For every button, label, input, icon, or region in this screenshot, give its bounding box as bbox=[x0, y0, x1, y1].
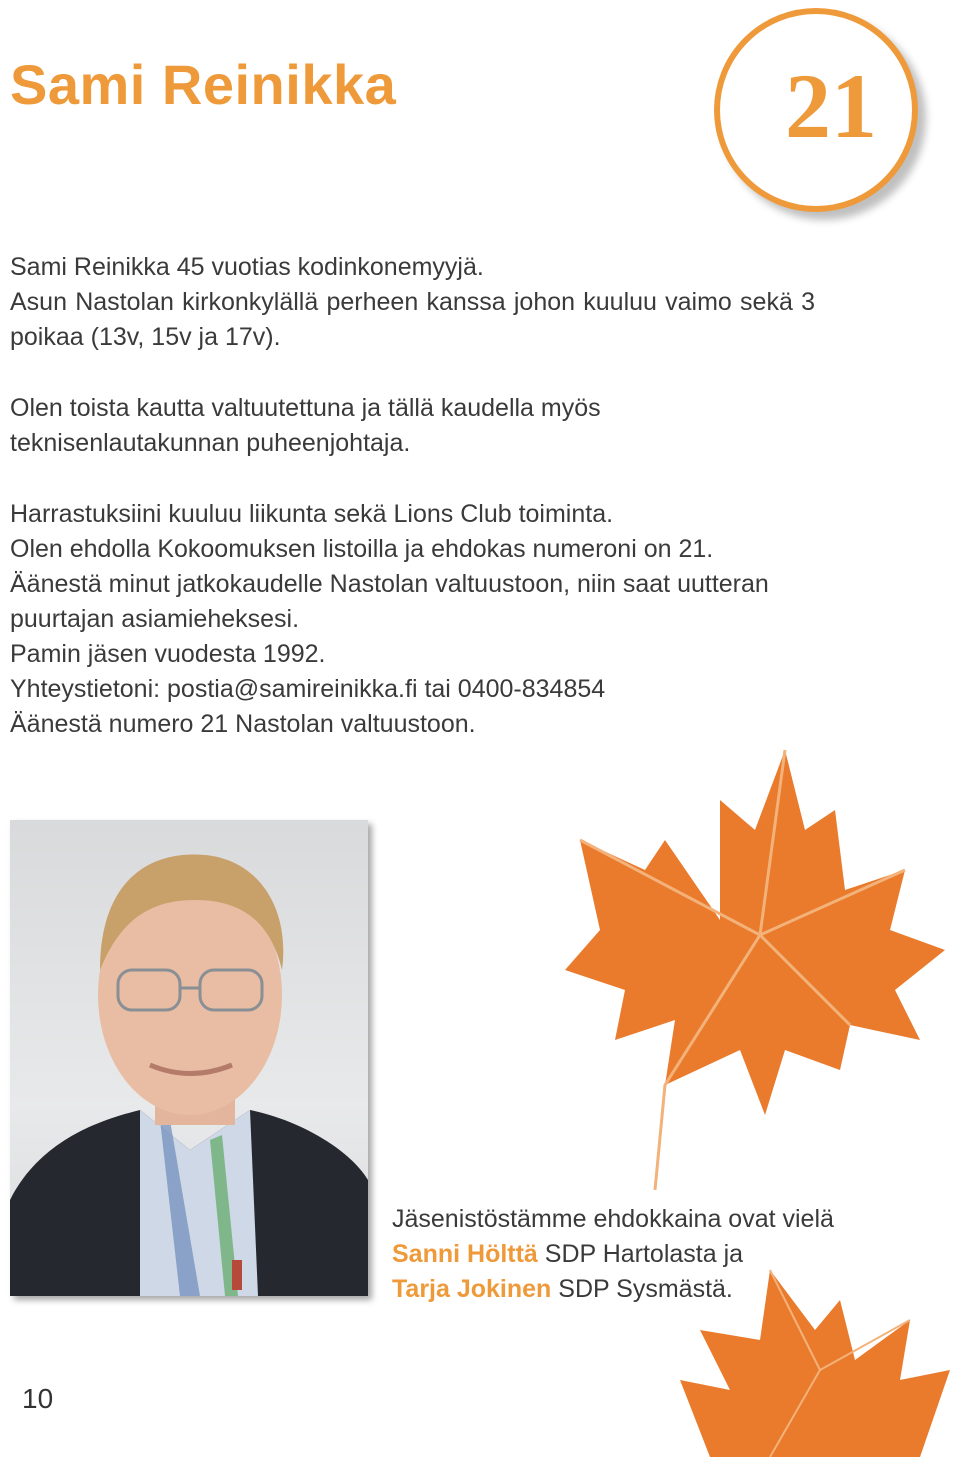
candidate-detail: SDP Sysmästä. bbox=[551, 1275, 733, 1303]
other-candidates-note bbox=[392, 1202, 952, 1307]
page-number: 10 bbox=[22, 1383, 54, 1414]
candidate-photo bbox=[10, 820, 368, 1296]
candidate-number-badge bbox=[714, 8, 918, 212]
candidate-number: 21 bbox=[785, 55, 877, 157]
candidate-name: Sanni Hölttä bbox=[392, 1240, 538, 1268]
bio-line: Olen toista kautta valtuutettuna ja tällä kaudella myös teknisenlautakunnan puheenjohtaja. bbox=[10, 394, 601, 457]
maple-leaf-large-icon bbox=[505, 720, 955, 1190]
bio-line: Äänestä minut jatkokaudelle Nastolan valtuustoon, niin saat uutteran puurtajan asiamieheksesi. bbox=[10, 570, 769, 633]
note-line: Jäsenistöstämme ehdokkaina ovat vielä bbox=[392, 1205, 834, 1233]
bio-line: Olen ehdolla Kokoomuksen listoilla ja ehdokas numeroni on 21. bbox=[10, 535, 714, 563]
bio-line: Yhteystietoni: postia@samireinikka.fi tai 0400-834854 bbox=[10, 675, 606, 703]
candidate-name: Tarja Jokinen bbox=[392, 1275, 552, 1303]
bio-line: Sami Reinikka 45 vuotias kodinkonemyyjä. bbox=[10, 253, 484, 281]
bio-line: Pamin jäsen vuodesta 1992. bbox=[10, 640, 326, 668]
candidate-detail: SDP Hartolasta ja bbox=[537, 1240, 744, 1268]
bio-line: Asun Nastolan kirkonkylällä perheen kanssa johon kuuluu vaimo sekä 3 poikaa (13v, 15v ja 17v). bbox=[10, 288, 815, 351]
page-title: Sami Reinikka bbox=[10, 53, 397, 116]
bio-line: Äänestä numero 21 Nastolan valtuustoon. bbox=[10, 710, 476, 738]
bio-line: Harrastuksiini kuuluu liikunta sekä Lions Club toiminta. bbox=[10, 500, 614, 528]
bio-text bbox=[10, 250, 830, 742]
note-line bbox=[392, 1237, 952, 1272]
note-line bbox=[392, 1272, 952, 1307]
